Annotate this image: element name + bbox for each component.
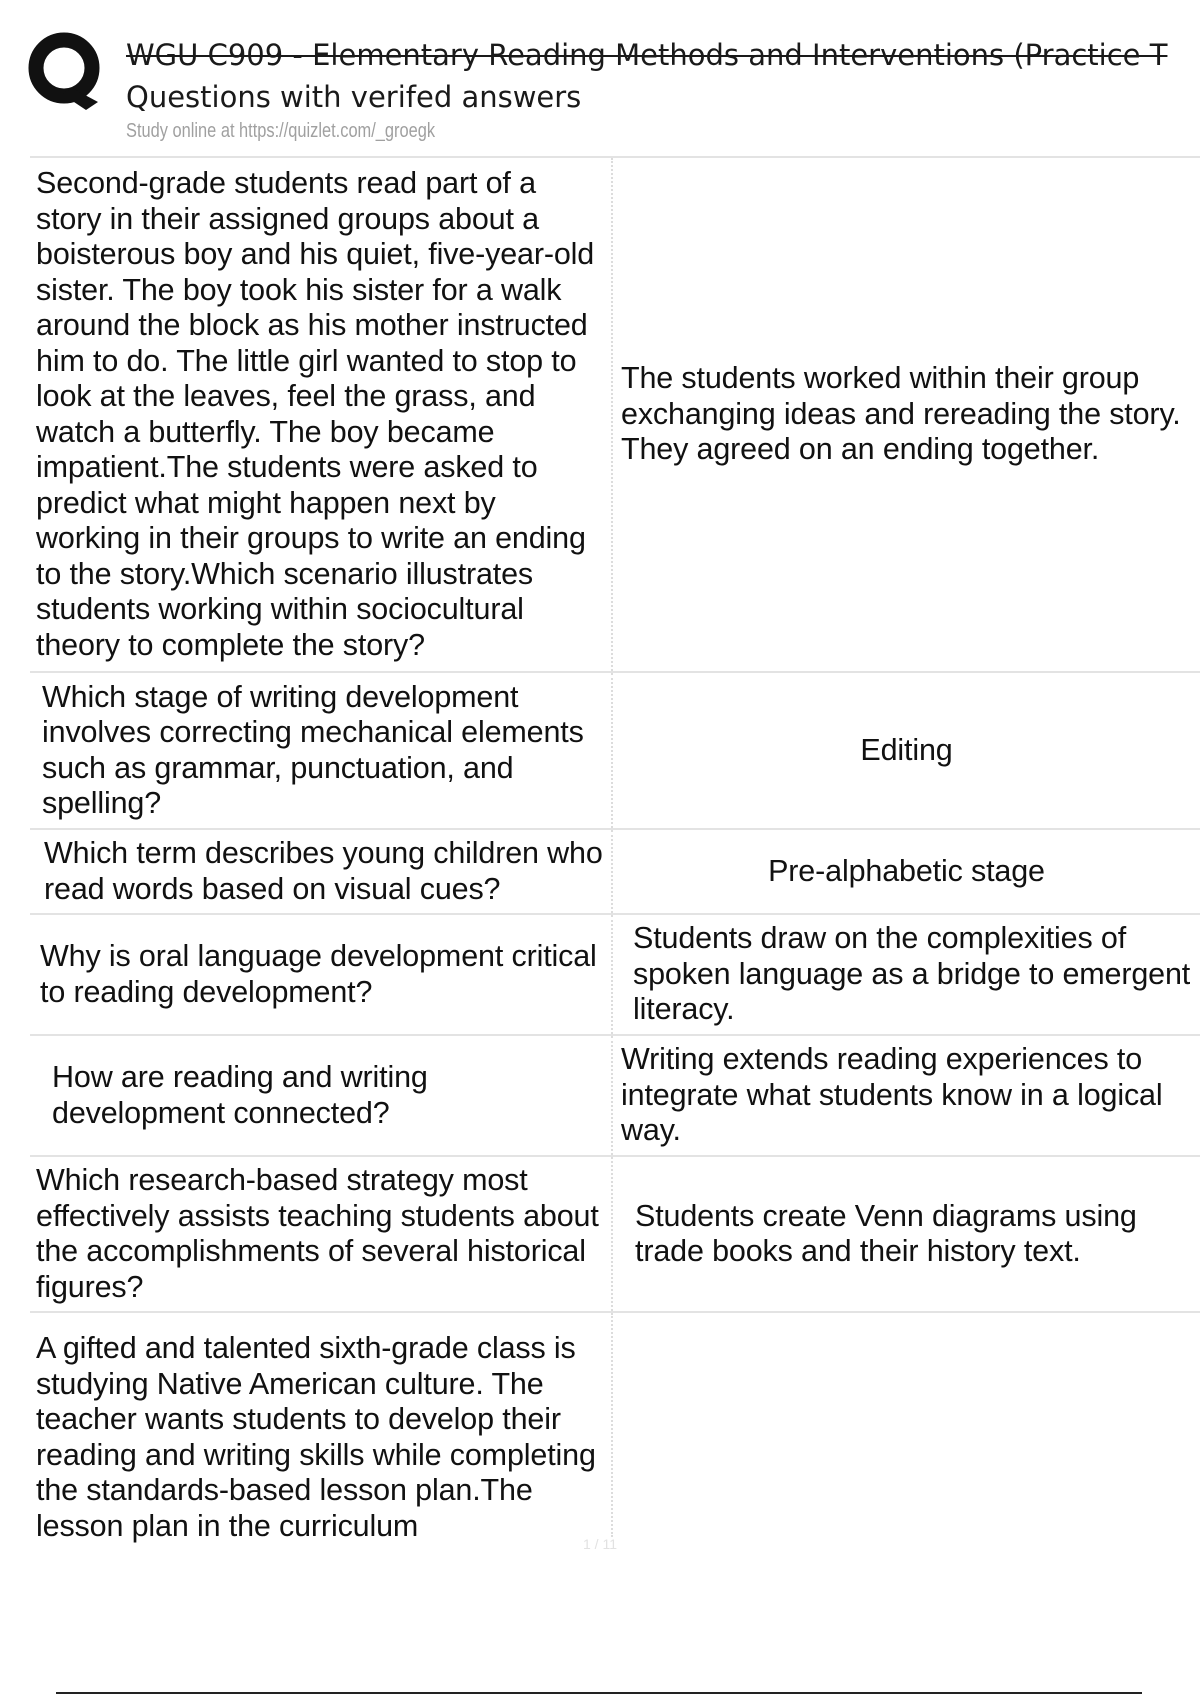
card-row [30,1157,1200,1313]
card-term: Which stage of writing development involves correcting mechanical elements such as grammar, punctuation, and spelling? [30,673,613,828]
card-row [30,1313,1200,1543]
title-line-2: Questions with verifed answers [126,80,582,114]
card-term: Second-grade students read part of a story in their assigned groups about a boisterous boy and his quiet, five-year-old sister. The boy took his sister for a walk around the block as his mother instructed him to do. The little girl wanted to stop to look at the leaves, feel the grass, and watch a butterfly. The boy became impatient.The students were asked to predict what might happen next by working in their groups to write an ending to the story.Which scenario illustrates students working within sociocultural theory to complete the story? [30,158,613,671]
card-row [30,830,1200,915]
card-definition: Students create Venn diagrams using trade books and their history text. [635,1198,1137,1268]
card-row [30,1036,1200,1157]
document-title [126,34,1200,118]
card-definition: The students worked within their group exchanging ideas and rereading the story. They agreed on an ending together. [621,361,1181,467]
card-term: How are reading and writing development connected? [30,1036,613,1155]
study-online-link[interactable]: Study online at https://quizlet.com/_groegk [126,120,436,142]
card-definition [613,1313,1200,1537]
title-line-1: WGU C909 - Elementary Reading Methods and Interventions (Practice T [126,38,1168,72]
card-term: A gifted and talented sixth-grade class is studying Native American culture. The teacher wants students to develop their reading and writing skills while completing the standards-based lesson plan.The lesson plan in the curriculum [30,1313,613,1537]
card-definition: Students draw on the complexities of spoken language as a bridge to emergent literacy. [633,921,1191,1027]
card-definition: Writing extends reading experiences to integrate what students know in a logical way. [621,1042,1163,1148]
card-definition: Editing [860,732,953,767]
card-row [30,915,1200,1036]
bottom-divider [56,1692,1142,1694]
page-number: 1 / 11 [583,1536,617,1552]
flashcard-table [30,156,1200,1543]
card-term: Which term describes young children who read words based on visual cues? [30,830,613,913]
card-term: Which research-based strategy most effectively assists teaching students about the accomplishments of several historical figures? [30,1157,613,1311]
card-row [30,158,1200,673]
card-row [30,673,1200,830]
quizlet-logo-icon [28,30,108,114]
card-definition: Pre-alphabetic stage [768,853,1045,888]
card-term: Why is oral language development critical to reading development? [30,915,613,1034]
